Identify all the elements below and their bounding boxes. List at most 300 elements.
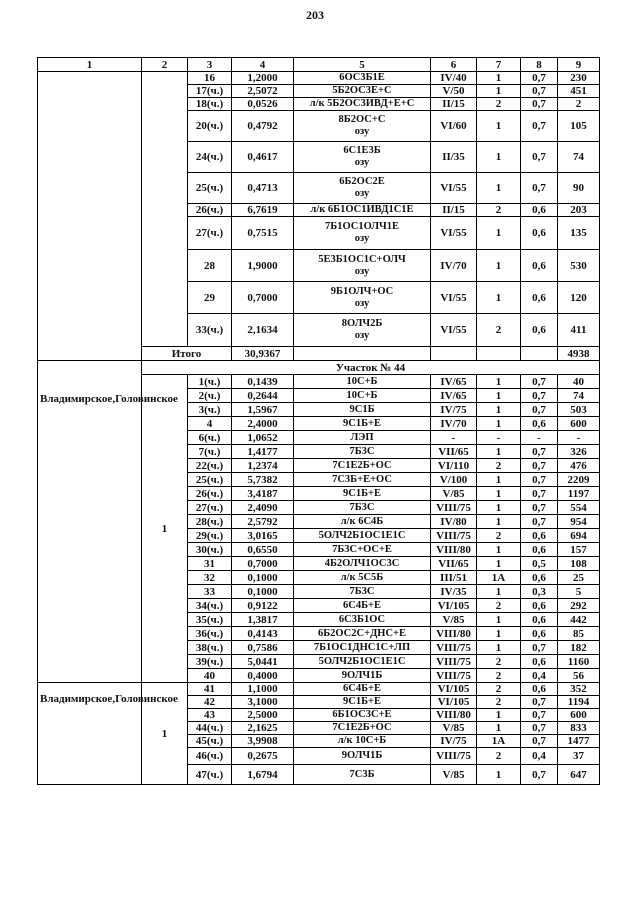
table-cell: 0,7515 <box>232 217 294 250</box>
table-cell: 1 <box>477 543 521 557</box>
species-composition: 5Б2ОС3Е+С <box>332 85 392 96</box>
table-cell: 0,2675 <box>232 748 294 765</box>
table-cell: 1 <box>477 111 521 142</box>
table-cell: 26(ч.) <box>188 487 232 501</box>
species-composition: 7С1Е2Б+ОС <box>332 722 392 733</box>
table-cell: 2 <box>477 748 521 765</box>
table-cell: 2,4090 <box>232 501 294 515</box>
table-cell: - <box>521 431 558 445</box>
species-composition: 6С4Б+Е <box>342 683 381 694</box>
table-cell <box>294 599 431 613</box>
table-cell: 0,6550 <box>232 543 294 557</box>
table-cell: IV/70 <box>431 417 477 431</box>
table-cell: 230 <box>558 72 600 85</box>
table-cell: 43 <box>188 709 232 722</box>
table-cell: 0,2644 <box>232 389 294 403</box>
table-cell: 0,7586 <box>232 641 294 655</box>
table-cell: VI/105 <box>431 696 477 709</box>
table-cell: 85 <box>558 627 600 641</box>
table-cell: 2 <box>477 98 521 111</box>
protection-note: озу <box>354 233 370 244</box>
table-cell <box>294 529 431 543</box>
header-cell: 1 <box>38 58 142 72</box>
table-cell: 0,4143 <box>232 627 294 641</box>
table-cell: 411 <box>558 314 600 347</box>
species-composition: 9С1Б <box>349 403 375 415</box>
header-row <box>38 58 600 72</box>
table-cell: 2209 <box>558 473 600 487</box>
table-cell: 1194 <box>558 696 600 709</box>
table-cell <box>294 696 431 709</box>
table-cell: 1 <box>477 403 521 417</box>
table-cell: 0,7 <box>521 111 558 142</box>
table-cell <box>294 282 431 314</box>
table-cell: 0,7000 <box>232 557 294 571</box>
table-cell: 1 <box>477 417 521 431</box>
table-cell: 1,2374 <box>232 459 294 473</box>
species-composition: 9С1Б+Е <box>342 417 381 429</box>
table-cell: 6,7619 <box>232 204 294 217</box>
header-cell: 8 <box>521 58 558 72</box>
header-cell: 2 <box>142 58 188 72</box>
table-cell: 120 <box>558 282 600 314</box>
table-cell: 1 <box>477 85 521 98</box>
table-cell <box>294 173 431 204</box>
protection-note: озу <box>354 157 370 168</box>
table-cell <box>294 375 431 389</box>
table-cell: 1 <box>477 487 521 501</box>
table-cell: 30,9367 <box>232 347 294 361</box>
table-cell: 1,4177 <box>232 445 294 459</box>
table-cell <box>294 473 431 487</box>
table-cell: 40 <box>558 375 600 389</box>
table-cell: 2 <box>477 459 521 473</box>
table-cell <box>294 543 431 557</box>
table-cell: 2(ч.) <box>188 389 232 403</box>
table-cell <box>294 417 431 431</box>
table-cell: VI/105 <box>431 599 477 613</box>
table-cell <box>294 709 431 722</box>
table-cell: 4938 <box>558 347 600 361</box>
table-cell: 46(ч.) <box>188 748 232 765</box>
table-cell <box>294 142 431 173</box>
table-cell <box>294 85 431 98</box>
table-cell: - <box>558 431 600 445</box>
table-cell: 4 <box>188 417 232 431</box>
table-cell: VIII/75 <box>431 655 477 669</box>
table-cell: 0,7 <box>521 722 558 735</box>
table-cell: IV/40 <box>431 72 477 85</box>
table-cell: 1 <box>477 473 521 487</box>
table-cell: IV/70 <box>431 250 477 282</box>
species-composition: ЛЭП <box>350 431 374 443</box>
table-cell: V/50 <box>431 85 477 98</box>
table-cell: 2 <box>477 529 521 543</box>
table-cell: 0,7 <box>521 142 558 173</box>
table-cell: 2,5000 <box>232 709 294 722</box>
table-cell: 600 <box>558 417 600 431</box>
species-composition: 4Б2ОЛЧ1ОС3С <box>324 557 400 569</box>
table-cell: VIII/80 <box>431 627 477 641</box>
table-cell: 0,7 <box>521 173 558 204</box>
table-cell: 40 <box>188 669 232 683</box>
table-cell: 1,6794 <box>232 765 294 785</box>
table-cell: 1 <box>477 557 521 571</box>
table-cell: 42 <box>188 696 232 709</box>
protection-note: озу <box>354 297 370 309</box>
table-cell: 3,0165 <box>232 529 294 543</box>
table-cell: 5,0441 <box>232 655 294 669</box>
species-composition: 10С+Б <box>346 389 378 401</box>
table-cell <box>294 250 431 282</box>
table-cell: 2 <box>477 204 521 217</box>
species-composition: 7Б1ОС1ОЛЧ1Е <box>325 221 399 232</box>
table-cell: 2 <box>558 98 600 111</box>
table-cell: 0,6 <box>521 217 558 250</box>
table-cell: 35(ч.) <box>188 613 232 627</box>
table-cell: 1 <box>477 709 521 722</box>
species-composition: 7Б3С+ОС+Е <box>332 543 392 555</box>
table-cell: 0,7 <box>521 696 558 709</box>
table-cell: 2 <box>477 696 521 709</box>
table-cell: 56 <box>558 669 600 683</box>
species-composition: 7С3Б <box>349 768 375 780</box>
table-cell: 2,1625 <box>232 722 294 735</box>
table-cell: IV/35 <box>431 585 477 599</box>
table-cell: 1 <box>477 250 521 282</box>
table-cell: 3,1000 <box>232 696 294 709</box>
table-cell: 0,1000 <box>232 571 294 585</box>
table-cell <box>294 111 431 142</box>
table-cell: IV/75 <box>431 403 477 417</box>
table-cell <box>294 204 431 217</box>
table-cell: VIII/80 <box>431 543 477 557</box>
table-cell: 1197 <box>558 487 600 501</box>
table-cell: 1477 <box>558 735 600 748</box>
table-cell <box>294 501 431 515</box>
table-cell: 39(ч.) <box>188 655 232 669</box>
forest-register-table <box>37 57 600 785</box>
table-cell: 24(ч.) <box>188 142 232 173</box>
species-composition: 5ОЛЧ2Б1ОС1Е1С <box>318 529 406 541</box>
table-cell: 0,7 <box>521 501 558 515</box>
section-title-row <box>38 361 600 375</box>
table-cell: 3(ч.) <box>188 403 232 417</box>
table-cell: 31 <box>188 557 232 571</box>
species-composition: 6С3Б1ОС <box>338 613 386 625</box>
table-cell: 2 <box>477 669 521 683</box>
table-cell: 2,1634 <box>232 314 294 347</box>
table-cell <box>294 571 431 585</box>
table-cell: 1 <box>477 585 521 599</box>
region-name: Владимирское,Головинское <box>38 683 142 785</box>
table-cell <box>294 613 431 627</box>
table-cell: 0,7 <box>521 445 558 459</box>
table-cell: 1,1000 <box>232 683 294 696</box>
table-cell: 25 <box>558 571 600 585</box>
species-composition: л/к 6С4Б <box>340 515 384 527</box>
table-cell: 1,9000 <box>232 250 294 282</box>
table-cell: V/85 <box>431 613 477 627</box>
species-composition: 9С1Б+Е <box>342 696 381 707</box>
table-cell: V/85 <box>431 765 477 785</box>
species-composition: 9ОЛЧ1Б <box>341 669 383 681</box>
table-row <box>38 72 600 85</box>
species-composition: 7Б3С <box>349 585 375 597</box>
table-cell: 0,3 <box>521 585 558 599</box>
table-cell: 0,6 <box>521 529 558 543</box>
table-cell: 0,6 <box>521 571 558 585</box>
table-cell: 0,7000 <box>232 282 294 314</box>
header-cell: 9 <box>558 58 600 72</box>
table-cell: 326 <box>558 445 600 459</box>
table-cell <box>294 585 431 599</box>
table-cell: II/15 <box>431 98 477 111</box>
table-cell: 6(ч.) <box>188 431 232 445</box>
table-cell: 1А <box>477 571 521 585</box>
table-cell: 352 <box>558 683 600 696</box>
protection-note: озу <box>354 126 370 137</box>
table-cell: 27(ч.) <box>188 217 232 250</box>
table-cell <box>294 641 431 655</box>
table-cell: 20(ч.) <box>188 111 232 142</box>
table-cell <box>294 557 431 571</box>
table-cell: 0,7 <box>521 98 558 111</box>
table-cell: VIII/80 <box>431 709 477 722</box>
table-cell: VI/105 <box>431 683 477 696</box>
table-cell: 0,6 <box>521 599 558 613</box>
table-cell: 1 <box>477 389 521 403</box>
table-cell: 182 <box>558 641 600 655</box>
table-cell: 0,6 <box>521 543 558 557</box>
table-cell: 2,4000 <box>232 417 294 431</box>
table-cell: 2 <box>477 599 521 613</box>
table-cell: 0,7 <box>521 85 558 98</box>
table-cell: VI/60 <box>431 111 477 142</box>
table-cell <box>294 683 431 696</box>
table-cell <box>294 314 431 347</box>
table-cell <box>294 72 431 85</box>
table-cell: 442 <box>558 613 600 627</box>
table-cell: III/51 <box>431 571 477 585</box>
species-composition: л/к 6Б1ОС1ИВД1С1Е <box>310 204 414 215</box>
table-cell: V/85 <box>431 487 477 501</box>
table-cell: 1(ч.) <box>188 375 232 389</box>
table-cell: 0,7 <box>521 72 558 85</box>
table-cell: 1 <box>477 765 521 785</box>
table-cell: 22(ч.) <box>188 459 232 473</box>
table-cell: 0,6 <box>521 250 558 282</box>
table-cell: 1 <box>477 282 521 314</box>
table-cell: 600 <box>558 709 600 722</box>
table-cell: 3,4187 <box>232 487 294 501</box>
table-cell: VI/55 <box>431 173 477 204</box>
table-cell: 0,4792 <box>232 111 294 142</box>
table-cell: 32 <box>188 571 232 585</box>
species-composition: 5ОЛЧ2Б1ОС1Е1С <box>318 655 406 667</box>
table-cell: 1 <box>477 173 521 204</box>
table-cell: 37 <box>558 748 600 765</box>
table-cell: IV/80 <box>431 515 477 529</box>
header-cell: 3 <box>188 58 232 72</box>
region-name: Владимирское,Головинское <box>38 361 142 683</box>
table-cell: 0,7 <box>521 487 558 501</box>
table-cell: VI/55 <box>431 217 477 250</box>
table-cell: 0,7 <box>521 735 558 748</box>
table-cell: VIII/75 <box>431 501 477 515</box>
table-cell: 3,9908 <box>232 735 294 748</box>
table-cell: 34(ч.) <box>188 599 232 613</box>
table-cell: 1 <box>477 613 521 627</box>
table-cell: 1 <box>477 722 521 735</box>
table-cell: VI/110 <box>431 459 477 473</box>
species-composition: 9Б1ОЛЧ+ОС <box>330 285 394 297</box>
table-cell: IV/65 <box>431 389 477 403</box>
table-cell: 33 <box>188 585 232 599</box>
table-cell: 0,0526 <box>232 98 294 111</box>
table-cell <box>294 389 431 403</box>
table-cell <box>294 487 431 501</box>
table-cell: 0,7 <box>521 403 558 417</box>
table-cell: 74 <box>558 389 600 403</box>
table-cell: 0,6 <box>521 655 558 669</box>
table-cell: 1,2000 <box>232 72 294 85</box>
table-cell: 694 <box>558 529 600 543</box>
table-cell: 0,4 <box>521 748 558 765</box>
table-cell: VIII/75 <box>431 669 477 683</box>
table-cell: 135 <box>558 217 600 250</box>
table-cell <box>477 347 521 361</box>
table-cell <box>294 735 431 748</box>
table-cell: VIII/75 <box>431 529 477 543</box>
species-composition: 9ОЛЧ1Б <box>341 750 383 761</box>
table-cell: 1 <box>477 217 521 250</box>
table-cell: 18(ч.) <box>188 98 232 111</box>
table-cell: 1 <box>477 515 521 529</box>
table-cell: 0,6 <box>521 683 558 696</box>
table-cell: VIII/75 <box>431 641 477 655</box>
table-cell <box>294 748 431 765</box>
table-cell <box>294 347 431 361</box>
species-composition: л/к 5Б2ОС3ИВД+Е+С <box>309 98 415 109</box>
table-cell: 25(ч.) <box>188 473 232 487</box>
table-cell: 1,0652 <box>232 431 294 445</box>
table-cell: 0,5 <box>521 557 558 571</box>
table-cell: 1 <box>477 72 521 85</box>
table-cell: 1 <box>477 627 521 641</box>
table-cell: 16 <box>188 72 232 85</box>
table-cell: IV/75 <box>431 735 477 748</box>
species-composition: 8ОЛЧ2Б <box>341 318 383 329</box>
table-cell <box>294 217 431 250</box>
table-cell: 29 <box>188 282 232 314</box>
table-cell: 1 <box>142 683 188 785</box>
table-cell: 2 <box>477 683 521 696</box>
table-cell: 0,7 <box>521 709 558 722</box>
species-composition: 6ОС3Б1Е <box>339 72 385 83</box>
table-cell: 1 <box>477 142 521 173</box>
table-cell: 7(ч.) <box>188 445 232 459</box>
species-composition: 7С1Е2Б+ОС <box>332 459 392 471</box>
table-cell: 0,4617 <box>232 142 294 173</box>
table-cell: 0,6 <box>521 282 558 314</box>
table-cell: 1А <box>477 735 521 748</box>
species-composition: 6С1Е3Б <box>343 145 381 156</box>
table-cell: Итого <box>142 347 232 361</box>
table-cell: 105 <box>558 111 600 142</box>
table-cell: 29(ч.) <box>188 529 232 543</box>
table-cell: 108 <box>558 557 600 571</box>
table-cell: 0,7 <box>521 459 558 473</box>
species-composition: л/к 10С+Б <box>337 735 387 746</box>
table-cell: IV/65 <box>431 375 477 389</box>
species-composition: 6Б2ОС2С+ДНС+Е <box>317 627 407 639</box>
table-cell: 0,1000 <box>232 585 294 599</box>
table-cell <box>142 72 188 347</box>
table-cell: VIII/75 <box>431 748 477 765</box>
table-cell: 2 <box>477 314 521 347</box>
table-cell <box>294 655 431 669</box>
table-cell: 5 <box>558 585 600 599</box>
table-cell <box>431 347 477 361</box>
table-cell: 0,4713 <box>232 173 294 204</box>
table-cell: 0,6 <box>521 627 558 641</box>
table-cell: 36(ч.) <box>188 627 232 641</box>
table-cell <box>294 515 431 529</box>
table-cell: 2,5072 <box>232 85 294 98</box>
table-cell: 0,7 <box>521 641 558 655</box>
species-composition: 7С3Б+Е+ОС <box>332 473 392 485</box>
species-composition: 7Б3С <box>349 445 375 457</box>
table-cell: 451 <box>558 85 600 98</box>
table-cell: 47(ч.) <box>188 765 232 785</box>
table-cell: VII/65 <box>431 445 477 459</box>
table-cell: 0,6 <box>521 613 558 627</box>
table-cell: 530 <box>558 250 600 282</box>
table-cell: 1 <box>477 501 521 515</box>
table-cell <box>294 431 431 445</box>
table-cell <box>294 765 431 785</box>
table-cell: 1 <box>477 375 521 389</box>
species-composition: 5Е3Б1ОС1С+ОЛЧ <box>318 253 406 265</box>
table-cell <box>294 98 431 111</box>
table-cell <box>294 445 431 459</box>
table-cell <box>294 459 431 473</box>
table-cell: 74 <box>558 142 600 173</box>
table-cell: 0,4000 <box>232 669 294 683</box>
table-cell <box>294 669 431 683</box>
table-cell: 28(ч.) <box>188 515 232 529</box>
table-cell: 1 <box>477 641 521 655</box>
species-composition: 8Б2ОС+С <box>338 114 386 125</box>
species-composition: 6Б2ОС2Е <box>339 176 385 187</box>
table-cell: 647 <box>558 765 600 785</box>
table-cell: 26(ч.) <box>188 204 232 217</box>
table-cell: 0,6 <box>521 314 558 347</box>
table-cell: 0,6 <box>521 204 558 217</box>
species-composition: 6С4Б+Е <box>342 599 381 611</box>
table-cell <box>294 403 431 417</box>
table-cell: 0,4 <box>521 669 558 683</box>
table-cell: 2,5792 <box>232 515 294 529</box>
table-cell: VI/55 <box>431 314 477 347</box>
species-composition: 6Б1ОС3С+Е <box>332 709 392 720</box>
table-cell: - <box>477 431 521 445</box>
table-cell: V/100 <box>431 473 477 487</box>
protection-note: озу <box>354 265 370 277</box>
table-cell: II/15 <box>431 204 477 217</box>
species-composition: 7Б3С <box>349 501 375 513</box>
